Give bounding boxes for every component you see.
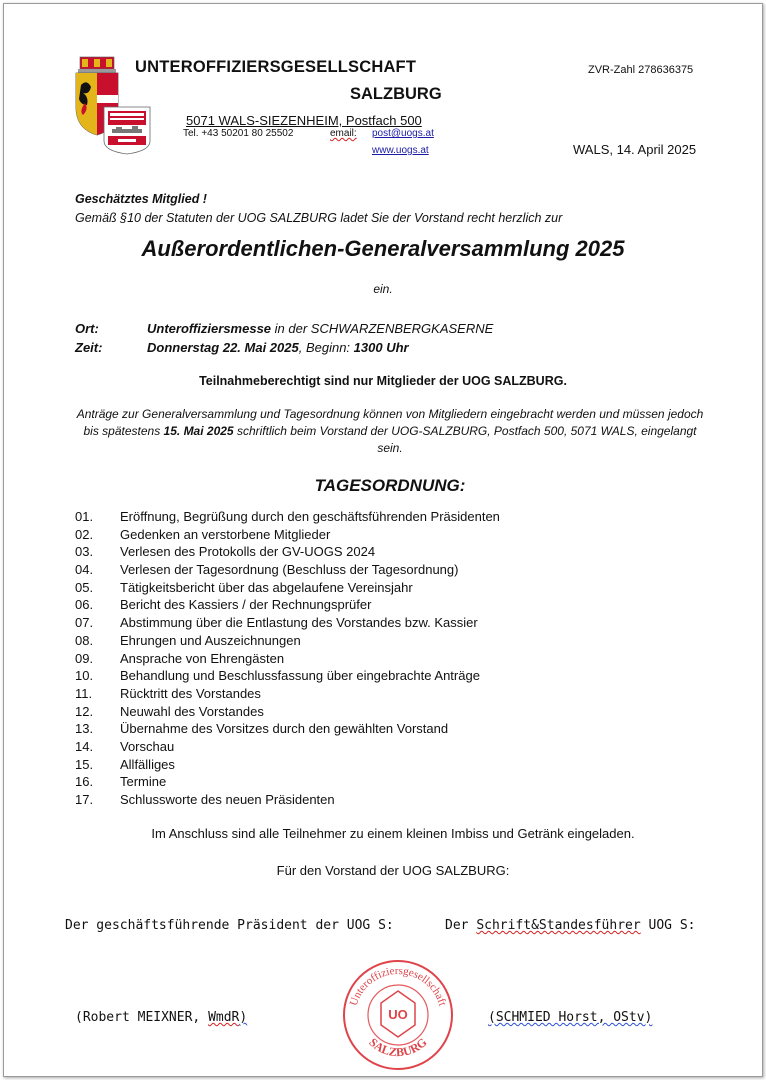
email-link[interactable]: post@uogs.at: [372, 128, 434, 139]
agenda-item: [75, 633, 500, 651]
agenda-item: [75, 739, 500, 757]
agenda-item-number: 08.: [75, 632, 94, 648]
agenda-item-text: Eröffnung, Begrüßung durch den geschäftsführenden Präsidenten: [120, 509, 500, 524]
agenda-item: [75, 774, 500, 792]
time-label: Zeit:: [75, 340, 103, 355]
agenda-item: [75, 562, 500, 580]
agenda-item-text: Schlussworte des neuen Präsidenten: [120, 792, 335, 807]
agenda-item-text: Gedenken an verstorbene Mitglieder: [120, 526, 331, 542]
location-value: [147, 321, 493, 336]
agenda-item: [75, 721, 500, 739]
letter-date: WALS, 14. April 2025: [573, 142, 697, 157]
agenda-item-text: Vorschau: [120, 738, 175, 754]
agenda-item-number: 01.: [75, 509, 94, 524]
agenda-item: [75, 757, 500, 775]
org-city: SALZBURG: [350, 85, 442, 103]
time-start: 1300 Uhr: [353, 340, 409, 355]
president-name: [75, 1010, 247, 1025]
email-label: email:: [330, 128, 357, 139]
agenda-item-text: Ehrungen und Auszeichnungen: [120, 632, 301, 648]
agenda-item-number: 14.: [75, 738, 94, 754]
location-venue: Unteroffiziersmesse: [147, 321, 272, 336]
time-value: [147, 340, 409, 355]
svg-text:Unteroffiziersgesellschaft: [348, 965, 449, 1007]
greeting: Geschätztes Mitglied !: [75, 192, 207, 206]
association-stamp-icon: [335, 953, 461, 1071]
time-mid: , Beginn:: [298, 340, 354, 355]
agenda-item: [75, 544, 500, 562]
agenda-item: [75, 527, 500, 545]
agenda-item-number: 03.: [75, 544, 94, 560]
agenda-item-number: 13.: [75, 721, 94, 737]
agenda-list: [75, 509, 500, 810]
agenda-item-text: Termine: [120, 774, 167, 790]
agenda-item-text: Verlesen der Tagesordnung (Beschluss der Tagesordnung): [120, 562, 459, 578]
agenda-item: [75, 509, 500, 527]
stamp-center-text: UO: [388, 1007, 408, 1022]
motions-deadline: 15. Mai 2025: [163, 424, 234, 438]
agenda-item-number: 04.: [75, 562, 94, 578]
motions-note: [70, 406, 710, 457]
motions-text-2: schriftlich beim Vorstand der UOG-SALZBURG, Postfach 500, 5071 WALS, eingelangt sein.: [233, 424, 697, 455]
agenda-item-number: 10.: [75, 668, 94, 684]
secretary-title: [445, 918, 695, 933]
president-name-main: (Robert MEIXNER,: [75, 1010, 209, 1025]
time-date: Donnerstag 22. Mai 2025: [147, 340, 299, 355]
secretary-name: [488, 1010, 652, 1025]
agenda-item-text: Neuwahl des Vorstandes: [120, 703, 264, 719]
org-address: 5071 WALS-SIEZENHEIM, Postfach 500: [186, 113, 422, 128]
intro-text: Gemäß §10 der Statuten der UOG SALZBURG ladet Sie der Vorstand recht herzlich zur: [75, 211, 563, 225]
secretary-title-suffix: UOG S:: [640, 918, 696, 933]
agenda-item-text: Rücktritt des Vorstandes: [120, 685, 261, 701]
agenda-item-text: Ansprache von Ehrengästen: [120, 650, 285, 666]
agenda-item: [75, 597, 500, 615]
agenda-item: [75, 792, 500, 810]
agenda-item-text: Behandlung und Beschlussfassung über eingebrachte Anträge: [120, 668, 480, 684]
uog-emblem-icon: [104, 107, 150, 154]
location-rest: in der SCHWARZENBERGKASERNE: [271, 321, 494, 336]
agenda-item-text: Bericht des Kassiers / der Rechnungsprüfer: [120, 597, 372, 613]
closing-text: Im Anschluss sind alle Teilnehmer zu einem kleinen Imbiss und Getränk eingeladen.: [151, 826, 635, 841]
agenda-item-number: 17.: [75, 792, 94, 807]
board-line: Für den Vorstand der UOG SALZBURG:: [276, 863, 510, 878]
agenda-item-number: 09.: [75, 650, 94, 666]
org-name: UNTEROFFIZIERSGESELLSCHAFT: [135, 58, 417, 76]
agenda-item-number: 02.: [75, 526, 94, 542]
agenda-item: [75, 704, 500, 722]
website-link[interactable]: www.uogs.at: [372, 145, 429, 156]
motions-text-1: Anträge zur Generalversammlung und Tagesordnung können von Mitgliedern eingebracht werden und müssen jedoch bis spätestens: [76, 407, 704, 438]
secretary-name-text: (SCHMIED Horst, OStv): [488, 1010, 653, 1025]
secretary-title-prefix: Der: [445, 918, 477, 933]
agenda-item-number: 07.: [75, 615, 94, 631]
zvr-number: ZVR-Zahl 278636375: [588, 64, 694, 76]
eligibility-note: Teilnahmeberechtigt sind nur Mitglieder der UOG SALZBURG.: [199, 374, 567, 388]
agenda-item-number: 12.: [75, 703, 94, 719]
agenda-item-number: 11.: [75, 685, 93, 701]
president-title: Der geschäftsführende Präsident der UOG S:: [65, 918, 394, 933]
agenda-item-text: Allfälliges: [120, 756, 175, 772]
president-rank: WmdR: [208, 1010, 240, 1025]
stamp-top-text: Unteroffiziersgesellschaft: [347, 964, 449, 1008]
agenda-item: [75, 651, 500, 669]
agenda-item-text: Abstimmung über die Entlastung des Vorstandes bzw. Kassier: [120, 615, 478, 631]
agenda-item-number: 06.: [75, 597, 94, 613]
svg-text:SALZBURG: [366, 1035, 429, 1059]
agenda-item-number: 16.: [75, 774, 94, 790]
secretary-title-role: Schrift&Standesführer: [476, 918, 641, 933]
agenda-item: [75, 615, 500, 633]
president-name-close: ): [239, 1010, 248, 1025]
stamp-bottom-text: SALZBURG: [366, 1035, 430, 1060]
agenda-item-text: Verlesen des Protokolls der GV-UOGS 2024: [120, 544, 376, 560]
agenda-item: [75, 686, 500, 704]
agenda-item-number: 05.: [75, 579, 94, 595]
agenda-item: [75, 580, 500, 598]
event-title: Außerordentlichen-Generalversammlung 2025: [141, 236, 625, 261]
agenda-item-number: 15.: [75, 756, 94, 772]
ein-text: ein.: [373, 282, 393, 296]
agenda-item-text: Tätigkeitsbericht über das abgelaufene Vereinsjahr: [120, 579, 413, 595]
location-label: Ort:: [75, 321, 99, 336]
agenda-item-text: Übernahme des Vorsitzes durch den gewählten Vorstand: [120, 721, 449, 737]
agenda-title: TAGESORDNUNG:: [314, 476, 466, 495]
org-phone: Tel. +43 50201 80 25502: [183, 128, 294, 139]
agenda-item: [75, 668, 500, 686]
